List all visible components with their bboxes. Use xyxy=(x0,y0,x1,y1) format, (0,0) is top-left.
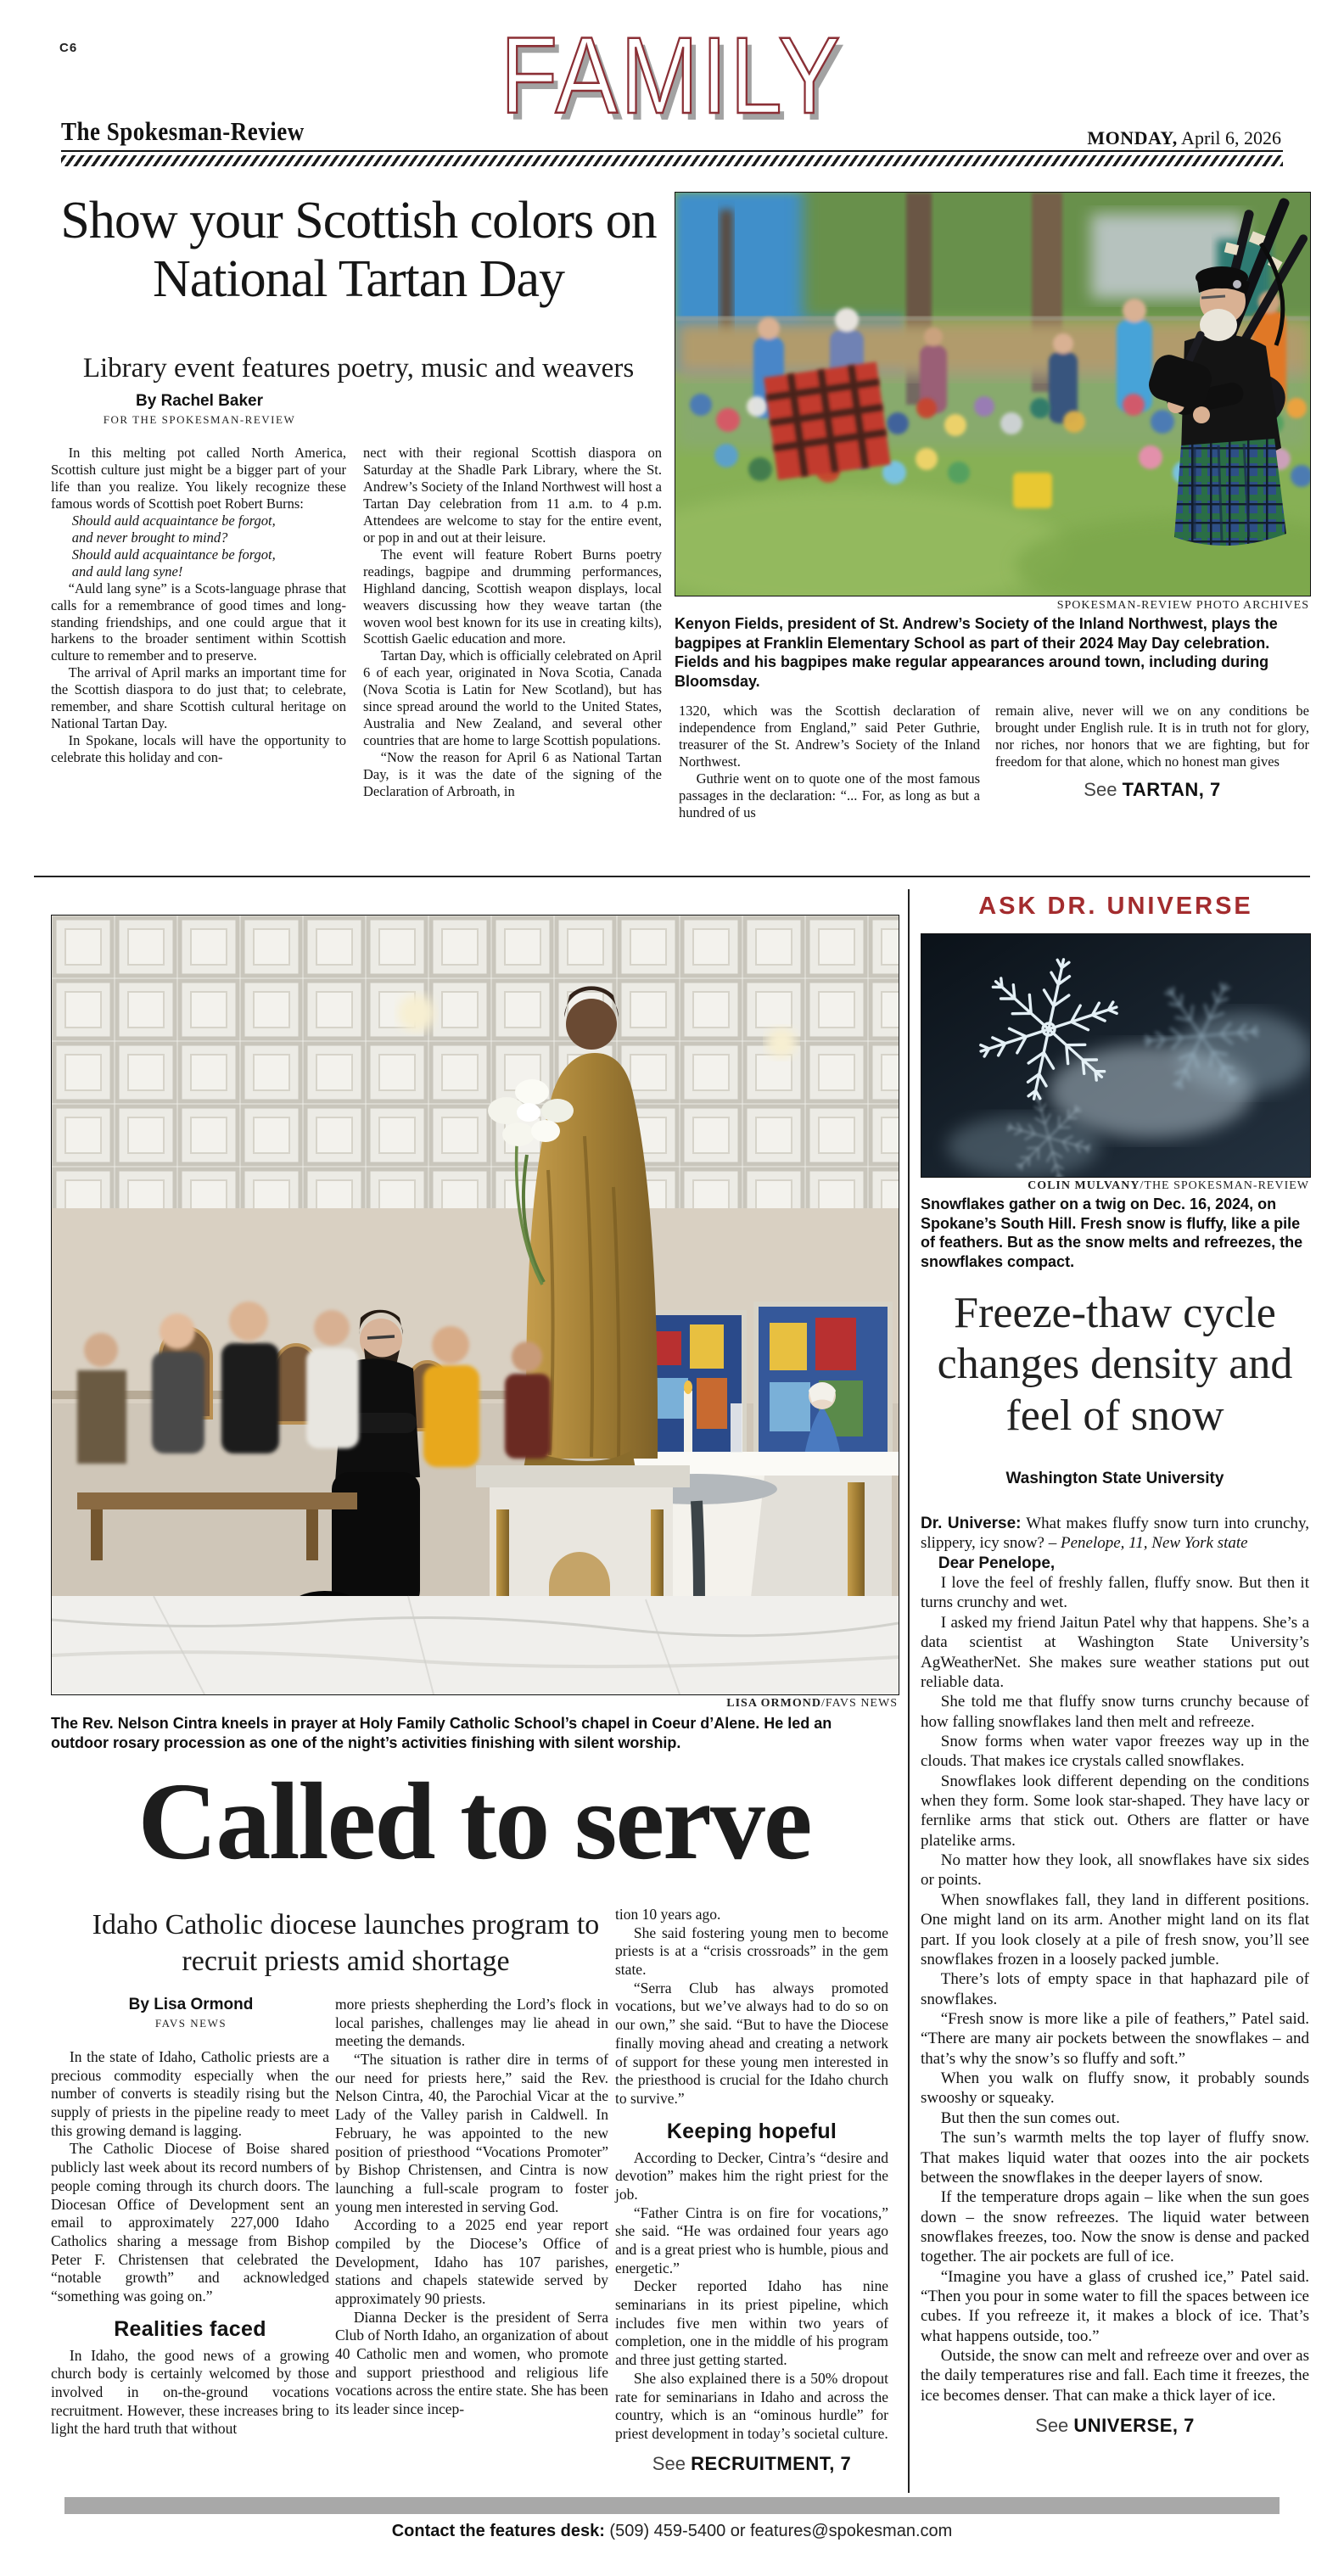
paragraph: Snowflakes look different depending on the conditions when they form. Some look star-shaped. They have lacy or fernlike arms that stick out. Others are flatter or have platelike arms. xyxy=(921,1772,1309,1850)
paragraph: Outside, the snow can melt and refreeze over and over as the daily temperatures rise and fall. Each time it freezes, the ice becomes denser. That can make a thick layer of ice. xyxy=(921,2347,1309,2405)
serve-credit-org: /FAVS NEWS xyxy=(820,1697,898,1710)
paragraph: Dr. Universe: What makes fluffy snow turn into crunchy, slippery, icy snow? – Penelope, 11, New York state xyxy=(921,1515,1309,1553)
dateline-date: April 6, 2026 xyxy=(1177,127,1281,148)
tartan-byline-org: FOR THE SPOKESMAN-REVIEW xyxy=(103,413,296,426)
paragraph: “Imagine you have a glass of crushed ice,” Patel said. “Then you pour in some water to fill the spaces between ice cubes. If you refreeze it, it makes a block of ice. That’s what happens outside, too.” xyxy=(921,2267,1309,2345)
serve-byline-block xyxy=(51,1996,331,2030)
tartan-subhead: Library event features poetry, music and weavers xyxy=(82,353,635,384)
chapel-photo-illustration xyxy=(52,916,899,1694)
paragraph: “The situation is rather dire in terms of our need for priests here,” said the Rev. Nelson Cintra, 40, the Parochial Vicar at the Lady of the Valley parish in Caldwell. In February, he was appointed to the new position of priesthood “Vocations Promoter” by Bishop Christensen, and Cintra is now launching a full-scale program to foster young men interested in serving God. xyxy=(335,2051,608,2215)
paragraph: In the state of Idaho, Catholic priests are a precious commodity especially when the number of converts is steadily rising but the supply of priests in the pipeline ready to meet this growing demand is lagging. xyxy=(51,2048,329,2139)
paragraph: No matter how they look, all snowflakes have six sides or points. xyxy=(921,1851,1309,1890)
serve-column-2 xyxy=(335,1996,608,2419)
tartan-photo-credit: SPOKESMAN-REVIEW PHOTO ARCHIVES xyxy=(1056,599,1309,612)
paragraph: There’s lots of empty space in that haphazard pile of snowflakes. xyxy=(921,1970,1309,2008)
universe-byline-org: Washington State University xyxy=(1005,1470,1224,1487)
snowflake-photo-illustration xyxy=(921,934,1310,1177)
paragraph: Decker reported Idaho has nine seminarians in its priest pipeline, which includes five men within two years of completion, one in the middle of his program and three just getting started. xyxy=(615,2277,888,2369)
paragraph: I asked my friend Jaitun Patel why that happens. She’s a data scientist at Washington State University’s AgWeatherNet. She makes sure weather stations put out reliable data. xyxy=(921,1613,1309,1691)
tartan-column-1 xyxy=(51,445,346,766)
stained-glass-windows xyxy=(644,1304,890,1467)
section-title: FAMILY xyxy=(501,15,843,137)
paragraph: “Serra Club has always promoted vocations, but we’ve always had to do so on our own,” she said. “But to have the Diocese finally moving ahead and creating a network of support for these young men interested in the priesthood is crucial for the Idaho church to survive.” xyxy=(615,1979,888,2107)
paragraph: more priests shepherding the Lord’s flock in local parishes, challenges may lie ahead in meeting the demands. xyxy=(335,1996,608,2050)
paragraph: nect with their regional Scottish diaspora on Saturday at the Shadle Park Library, where the St. Andrew’s Society of the Inland Northwest will host a Tartan Day celebration from 11 a.m. to 4 p.m. Attendees are welcome to stay for the entire event, or pop in and out at their leisure. xyxy=(363,445,662,546)
paragraph: Should auld acquaintance be forgot, xyxy=(71,512,276,529)
paragraph: In Idaho, the good news of a growing church body is certainly welcomed by those involved in on-the-ground vocations recruitment. However, these increases bring to light the hard truth that without xyxy=(51,2346,329,2438)
chapel-photo xyxy=(51,915,899,1695)
header-rule xyxy=(61,150,1283,152)
serve-credit-name: LISA ORMOND xyxy=(726,1697,821,1710)
jump-line: See RECRUITMENT, 7 xyxy=(652,2452,852,2474)
serve-byline-org: FAVS NEWS xyxy=(154,2017,227,2030)
paragraph: She also explained there is a 50% dropout rate for seminarians in Idaho and across the country, which is an “ominous hurdle” for priest development in today’s societal culture. xyxy=(615,2369,888,2442)
paragraph: I love the feel of freshly fallen, fluffy snow. But then it turns crunchy and wet. xyxy=(921,1574,1309,1612)
paragraph: Dear Penelope, xyxy=(938,1554,1056,1572)
paragraph: remain alive, never will we on any conditions be brought under English rule. It is in truth not for glory, nor riches, nor honors that we are fighting, but for freedom for that alone, which no honest man gives xyxy=(995,703,1309,770)
paragraph: 1320, which was the Scottish declaration of independence from England,” said Peter Guthrie, treasurer of the St. Andrew’s Society of the Inland Northwest. xyxy=(679,703,980,770)
paragraph: According to a 2025 end year report compiled by the Diocese’s Office of Development, Idaho has 107 parishes, stations and chapels statewide served by approximately 90 priests. xyxy=(335,2216,608,2307)
universe-credit-name: COLIN MULVANY xyxy=(1028,1179,1140,1192)
serve-caption: The Rev. Nelson Cintra kneels in prayer at Holy Family Catholic School’s chapel in Coeur d’Alene. He led an outdoor rosary procession as one of the night’s activities finishing with silent worship. xyxy=(51,1715,832,1751)
section-divider xyxy=(34,876,1310,877)
tartan-headline: Show your Scottish colors on National Tartan Day xyxy=(60,192,657,309)
universe-caption: Snowflakes gather on a twig on Dec. 16, 2024, on Spokane’s South Hill. Fresh snow is fluffy, like a pile of feathers. But as the snow melts and refreezes, the snowflakes compact. xyxy=(921,1196,1303,1271)
paragraph: Guthrie went on to quote one of the most famous passages in the declaration: “... For, as long as but a hundred of us xyxy=(679,770,980,820)
tartan-column-3 xyxy=(679,703,980,821)
universe-column xyxy=(921,1514,1309,2438)
serve-byline: By Lisa Ormond xyxy=(128,1996,254,2013)
jump-line: See TARTAN, 7 xyxy=(1084,778,1221,800)
tartan-byline-block xyxy=(51,392,348,427)
paragraph: tion 10 years ago. xyxy=(615,1906,721,1923)
body-subhead: Realities faced xyxy=(114,2316,266,2341)
paragraph: The sun’s warmth melts the top layer of fluffy snow. That makes liquid water that oozes into the air pockets between the snowflakes in the deeper layers of snow. xyxy=(921,2129,1309,2187)
footer-contact-info: (509) 459-5400 or features@spokesman.com xyxy=(604,2522,953,2540)
serve-column-3 xyxy=(615,1906,888,2475)
paragraph: When you walk on fluffy snow, it probably sounds swooshy or squeaky. xyxy=(921,2069,1309,2108)
paragraph: According to Decker, Cintra’s “desire and devotion” makes him the right priest for the job. xyxy=(615,2148,888,2203)
paragraph: “Father Cintra is on fire for vocations,” she said. “He was ordained four years ago and is a great priest who is humble, pious and energetic.” xyxy=(615,2204,888,2276)
serve-photo-credit xyxy=(51,1697,898,1711)
paragraph: In this melting pot called North America, Scottish culture just might be a bigger part of your life than you realize. You likely recognize these famous words of Scottish poet Robert Burns: xyxy=(51,445,346,512)
tartan-caption: Kenyon Fields, president of St. Andrew’s Society of the Inland Northwest, plays the bagpipes at Franklin Elementary School as part of their 2024 May Day celebration. Fields and his bagpipes make regular appearances around town, including during Bloomsday. xyxy=(675,615,1278,691)
paragraph: and never brought to mind? xyxy=(71,529,228,546)
footer-contact-label: Contact the features desk: xyxy=(391,2522,605,2540)
dateline-day: MONDAY, xyxy=(1087,127,1178,148)
bagpiper-photo-illustration xyxy=(675,193,1310,596)
paragraph: “Fresh snow is more like a pile of feathers,” Patel said. “There are many air pockets between the snowflakes – and that’s why the snow’s so fluffy and soft.” xyxy=(921,2009,1309,2068)
decorative-hatch-band xyxy=(61,155,1283,166)
paragraph: She told me that fluffy snow turns crunchy because of how falling snowflakes land then melt and refreeze. xyxy=(921,1693,1309,1731)
jump-line: See UNIVERSE, 7 xyxy=(1035,2415,1195,2437)
serve-headline: Called to serve xyxy=(137,1761,811,1883)
paragraph: Snow forms when water vapor freezes way up in the clouds. That makes ice crystals called snowflakes. xyxy=(921,1732,1309,1771)
askdru-section-label: ASK DR. UNIVERSE xyxy=(978,893,1253,920)
paragraph: When snowflakes fall, they land in different positions. One might land on its arm. Another might land on its flat part. If you look closely at a pile of fresh snow, you’ll see snowflakes frozen in a loosely packed jumble. xyxy=(921,1890,1309,1968)
paragraph: Should auld acquaintance be forgot, xyxy=(71,546,276,563)
paragraph: But then the sun comes out. xyxy=(940,2108,1120,2127)
column-divider xyxy=(908,889,910,2493)
paragraph: Dianna Decker is the president of Serra Club of North Idaho, an organization of about 40 Catholic men and women, who promote and support priesthood and religious life vocations across the entire state. She has been its leader since incep- xyxy=(335,2308,608,2418)
serve-subhead: Idaho Catholic diocese launches program to recruit priests amid shortage xyxy=(92,1909,600,1977)
bagpiper-photo xyxy=(675,192,1311,596)
dateline xyxy=(1087,127,1281,149)
paragraph: If the temperature drops again – like when the sun goes down – the snow refreezes. The liquid water between snowflakes freezes, too. Now the snow is dense and packed together. The air pockets are full of ice. xyxy=(921,2188,1309,2266)
page-number: C6 xyxy=(59,41,78,55)
paragraph: She said fostering young men to become priests is at a “crisis crossroads” in the gem state. xyxy=(615,1924,888,1979)
footer-bar xyxy=(64,2497,1280,2514)
paragraph: “Auld lang syne” is a Scots-language phrase that calls for a remembrance of good times and long-standing friendships, and one could argue that it harkens to the broader sentiment within Scottish culture to remember and to preserve. xyxy=(51,580,346,664)
tartan-byline: By Rachel Baker xyxy=(136,392,263,410)
paragraph: The arrival of April marks an important time for the Scottish diaspora to do just that; to celebrate, remember, and share Scottish cultural heritage on National Tartan Day. xyxy=(51,664,346,732)
tartan-column-4 xyxy=(995,703,1309,801)
paragraph: Tartan Day, which is officially celebrated on April 6 of each year, originated in Nova Scotia, Canada (Nova Scotia is Latin for New Scotland), but has since spread around the world to the United States, Australia and New Zealand, and several other countries that are home to large Scottish populations. xyxy=(363,647,662,749)
tartan-column-2 xyxy=(363,445,662,800)
footer-contact xyxy=(0,2522,1344,2541)
paragraph: “Now the reason for April 6 as National Tartan Day, is it was the date of the signing of the Declaration of Arbroath, in xyxy=(363,749,662,800)
body-subhead: Keeping hopeful xyxy=(666,2119,837,2143)
paragraph: In Spokane, locals will have the opportunity to celebrate this holiday and con- xyxy=(51,732,346,766)
serve-column-1 xyxy=(51,2048,329,2439)
universe-photo-credit xyxy=(921,1179,1309,1193)
snowflake-photo xyxy=(921,933,1311,1178)
universe-credit-org: /THE SPOKESMAN-REVIEW xyxy=(1140,1179,1309,1192)
universe-headline: Freeze-thaw cycle changes density and feel of snow xyxy=(937,1289,1293,1440)
paragraph: and auld lang syne! xyxy=(71,563,183,580)
paragraph: The Catholic Diocese of Boise shared publicly last week about its record numbers of people coming through its church doors. The Diocesan Office of Development sent an email to approximately 227,000 Idaho Catholics sharing a message from Bishop Peter F. Christensen that celebrated the “notable growth” and acknowledged “something was going on.” xyxy=(51,2140,329,2304)
paper-name: The Spokesman-Review xyxy=(61,117,305,146)
paragraph: The event will feature Robert Burns poetry readings, bagpipe and drumming performances, Highland dancing, Scottish weapon displays, local weavers discussing how they weave tartan (the woven wool best known for its use in creating kilts), Scottish Gaelic education and more. xyxy=(363,546,662,647)
